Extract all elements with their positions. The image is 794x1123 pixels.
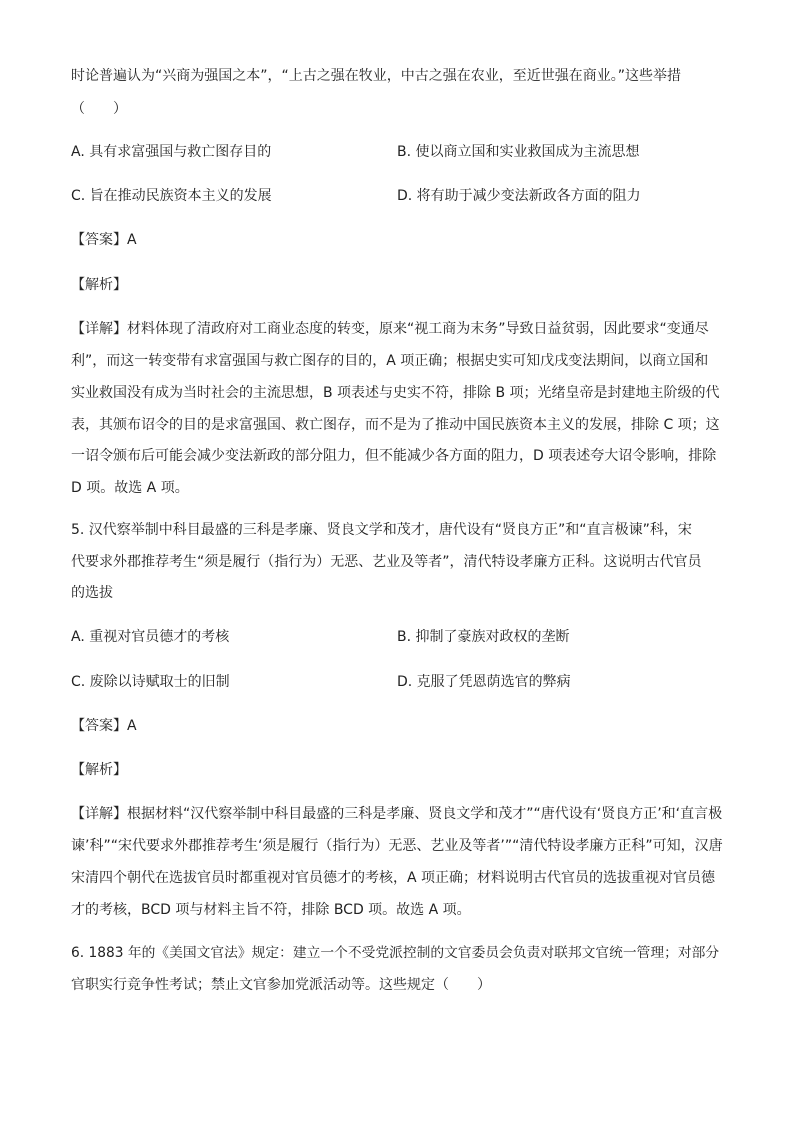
q5-stem-line: 代要求外郡推荐考生“须是履行（指行为）无恶、艺业及等者”，清代特设孝廉方正科。这说明古代官员 — [71, 554, 702, 570]
q4-detail-line: 实业救国没有成为当时社会的主流思想，B 项表述与史实不符，排除 B 项；光绪皇帝是封建地主阶级的代 — [71, 385, 720, 401]
q4-answer: 【答案】A — [71, 232, 137, 248]
q5-option-c: C. 废除以诗赋取士的旧制 — [71, 674, 230, 690]
q4-option-d: D. 将有助于减少变法新政各方面的阻力 — [397, 188, 641, 204]
q5-stem-line: 的选拔 — [71, 585, 113, 601]
q4-detail-line: 一诏令颁布后可能会减少变法新政的部分阻力，但不能减少各方面的阻力，D 项表述夸大诏令影响，排除 — [71, 448, 717, 464]
q6-stem-line: 官职实行竞争性考试；禁止文官参加党派活动等。这些规定（ ） — [71, 977, 491, 993]
q4-detail-line: 利”，而这一转变带有求富强国与救亡图存的目的，A 项正确；根据史实可知戊戌变法期间，以商立国和 — [71, 353, 709, 369]
q5-option-a: A. 重视对官员德才的考核 — [71, 629, 230, 645]
q5-detail-line: 才的考核，BCD 项与材料主旨不符，排除 BCD 项。故选 A 项。 — [71, 902, 471, 918]
q5-detail-line: 宋清四个朝代在选拔官员时都重视对官员德才的考核，A 项正确；材料说明古代官员的选拔重视对官员德 — [71, 870, 716, 886]
q4-option-c: C. 旨在推动民族资本主义的发展 — [71, 188, 272, 204]
q5-detail-line: 谏’科”“宋代要求外郡推荐考生‘须是履行（指行为）无恶、艺业及等者’”“清代特设孝廉方正科”可知，汉唐 — [71, 838, 723, 854]
q5-analysis-label: 【解析】 — [71, 762, 127, 778]
q5-detail-line: 【详解】根据材料“汉代察举制中科目最盛的三科是孝廉、贤良文学和茂才”“唐代设有‘贤良方正’和‘直言极 — [71, 806, 723, 822]
q4-detail-line: 【详解】材料体现了清政府对工商业态度的转变，原来“视工商为末务”导致日益贫弱，因此要求“变通尽 — [71, 321, 709, 337]
q5-option-d: D. 克服了凭恩荫选官的弊病 — [397, 674, 571, 690]
q4-stem-line: （ ） — [71, 101, 127, 117]
q5-option-b: B. 抑制了豪族对政权的垄断 — [397, 629, 570, 645]
q4-option-a: A. 具有求富强国与救亡图存目的 — [71, 144, 272, 160]
q5-stem-line: 5. 汉代察举制中科目最盛的三科是孝廉、贤良文学和茂才，唐代设有“贤良方正”和“直言极谏”科，宋 — [71, 522, 692, 538]
q4-detail-line: 表，其颁布诏令的目的是求富强国、救亡图存，而不是为了推动中国民族资本主义的发展，排除 C 项；这 — [71, 417, 720, 433]
q4-option-b: B. 使以商立国和实业救国成为主流思想 — [397, 144, 640, 160]
q5-answer: 【答案】A — [71, 718, 137, 734]
q4-stem-line: 时论普遍认为“兴商为强国之本”，“上古之强在牧业，中古之强在农业，至近世强在商业。”这些举措 — [71, 68, 682, 84]
q6-stem-line: 6. 1883 年的《美国文官法》规定：建立一个不受党派控制的文官委员会负责对联邦文官统一管理；对部分 — [71, 945, 720, 961]
q4-analysis-label: 【解析】 — [71, 277, 127, 293]
q4-detail-line: D 项。故选 A 项。 — [71, 480, 189, 496]
